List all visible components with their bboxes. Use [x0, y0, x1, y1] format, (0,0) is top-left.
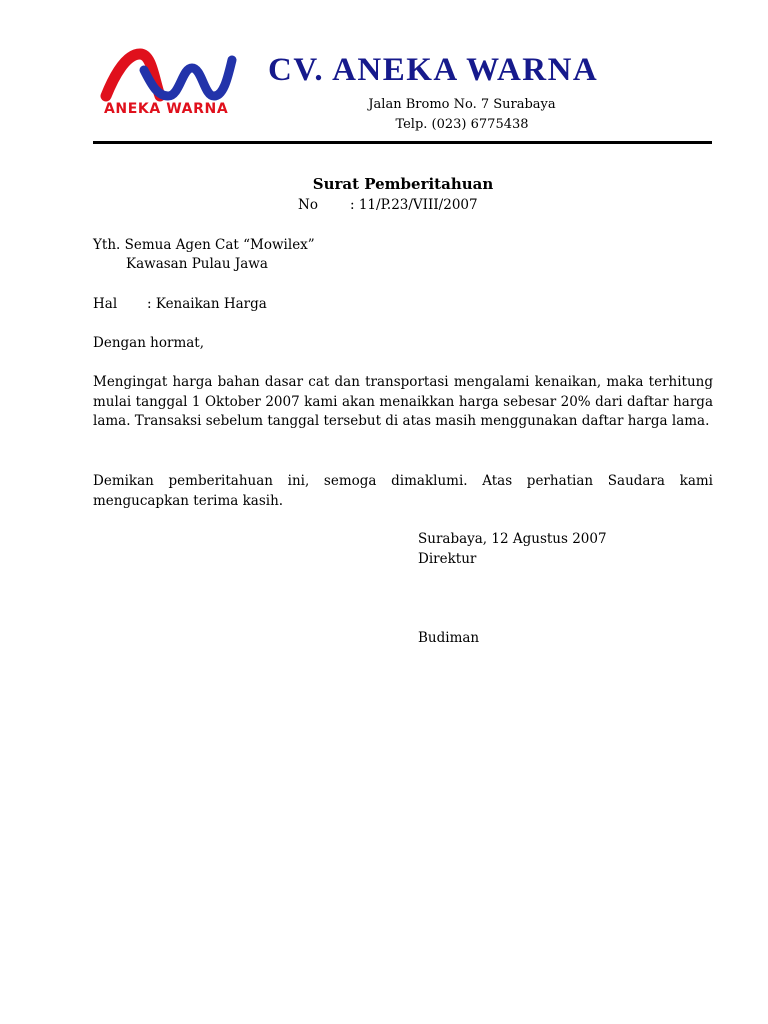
number-label: No	[298, 197, 318, 213]
company-address: Jalan Bromo No. 7 Surabaya	[368, 97, 556, 112]
place-date: Surabaya, 12 Agustus 2007	[418, 531, 607, 547]
logo-wordmark: ANEKA WARNA	[104, 101, 229, 117]
body-paragraph-2: Demikan pemberitahuan ini, semoga dimaklumi. Atas perhatian Saudara kami mengucapkan terima kasih.	[93, 473, 713, 509]
subject-value: : Kenaikan Harga	[147, 296, 267, 312]
subject-label: Hal	[93, 296, 118, 312]
company-phone: Telp. (023) 6775438	[395, 117, 529, 132]
number-value: : 11/P.23/VIII/2007	[350, 197, 478, 213]
signatory-position: Direktur	[418, 551, 477, 567]
greeting: Dengan hormat,	[93, 335, 205, 351]
signatory-name: Budiman	[418, 630, 480, 646]
recipient-line-2: Kawasan Pulau Jawa	[126, 256, 268, 272]
header-divider	[93, 141, 712, 144]
body-paragraph-1: Mengingat harga bahan dasar cat dan transportasi mengalami kenaikan, maka terhitung mulai tanggal 1 Oktober 2007 kami akan menaikkan harga sebesar 20% dari daftar harga lama. Transaksi sebelum tanggal tersebut di atas masih menggunakan daftar harga lama.	[93, 374, 713, 429]
company-name: CV. ANEKA WARNA	[268, 52, 599, 88]
company-logo	[100, 46, 240, 126]
recipient-line-1: Yth. Semua Agen Cat “Mowilex”	[93, 237, 315, 253]
letter-title: Surat Pemberitahuan	[312, 175, 494, 193]
logo-aw-mark	[100, 46, 240, 104]
